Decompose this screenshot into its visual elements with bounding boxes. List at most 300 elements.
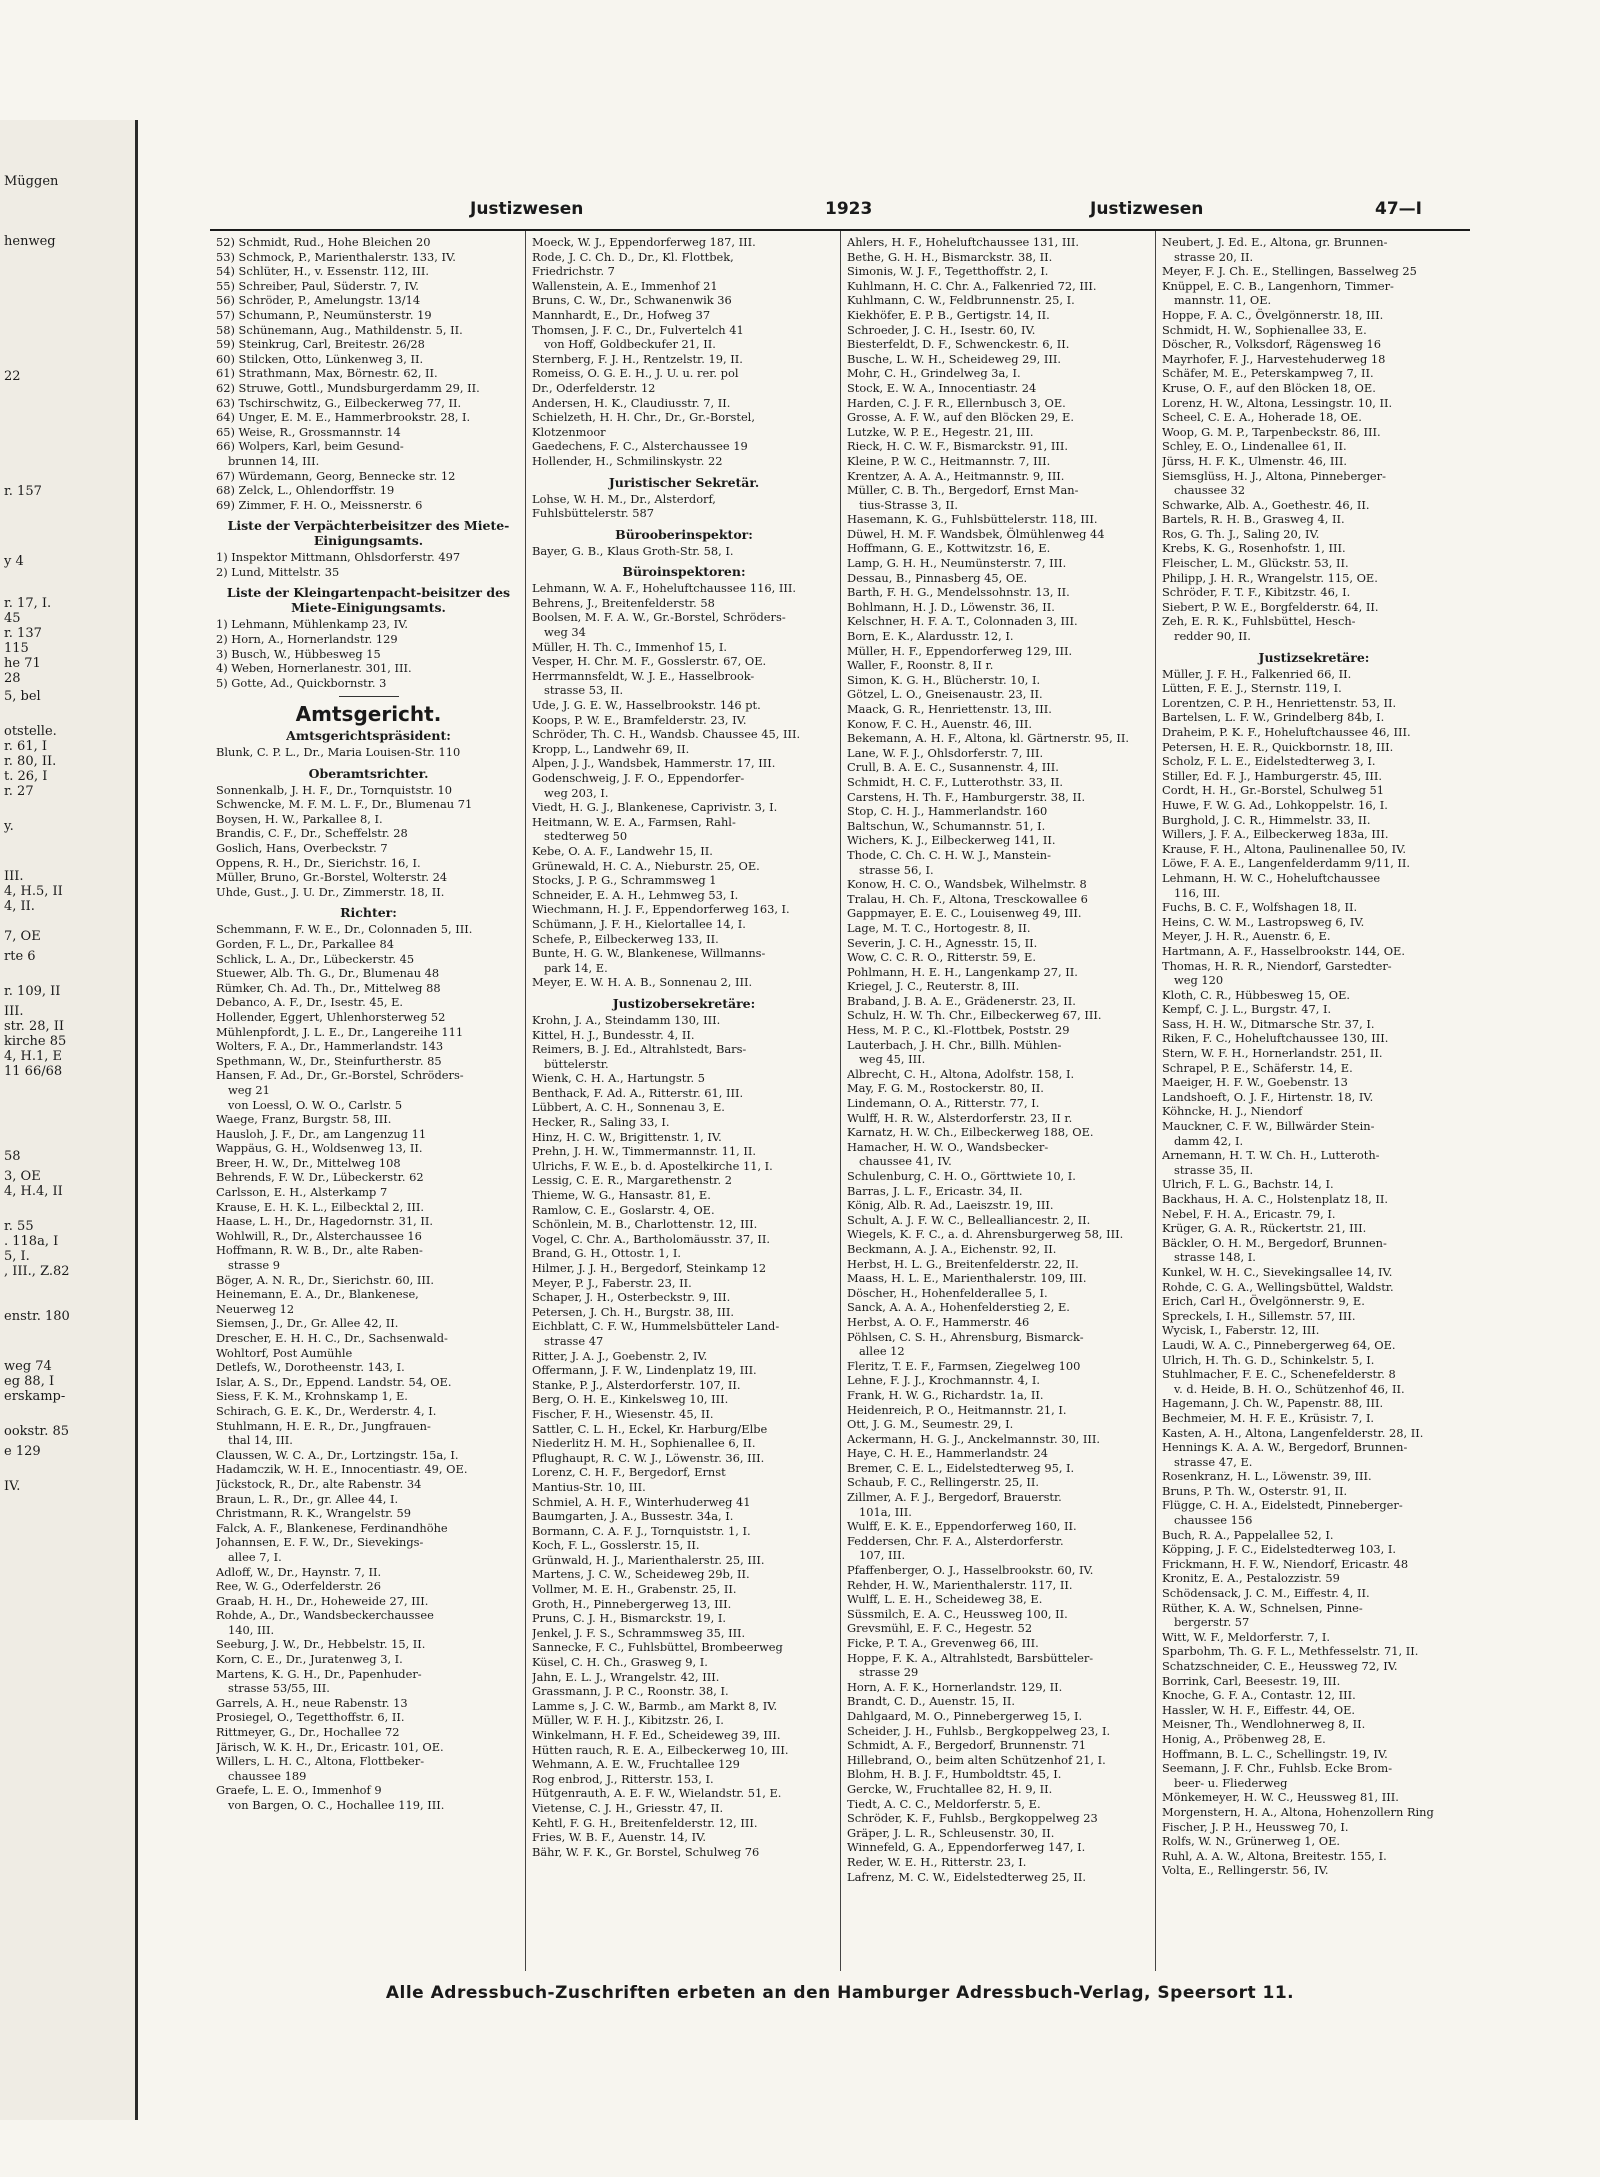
directory-entry: Arnemann, H. T. W. Ch. H., Lutteroth- bbox=[1162, 1148, 1380, 1163]
directory-entry: Schielzeth, H. H. Chr., Dr., Gr.-Borstel, bbox=[532, 410, 755, 425]
directory-entry: Goslich, Hans, Overbeckstr. 7 bbox=[216, 841, 388, 855]
margin-fragment: r. 157 bbox=[4, 484, 42, 499]
directory-entry: Knüppel, E. C. B., Langenhorn, Timmer- bbox=[1162, 278, 1394, 293]
directory-entry: 1) Lehmann, Mühlenkamp 23, IV. bbox=[216, 617, 409, 632]
directory-entry: Zeh, E. R. K., Fuhlsbüttel, Hesch- bbox=[1162, 614, 1356, 629]
directory-entry: Hoffmann, B. L. C., Schellingstr. 19, IV. bbox=[1162, 1746, 1388, 1761]
margin-fragment: r. 27 bbox=[4, 784, 34, 799]
directory-entry: Dr., Oderfelderstr. 12 bbox=[532, 380, 656, 395]
directory-entry: strasse 29 bbox=[859, 1665, 919, 1680]
directory-entry: Mauckner, C. F. W., Billwärder Stein- bbox=[1162, 1119, 1375, 1134]
directory-entry: Reimers, B. J. Ed., Altrahlstedt, Bars- bbox=[532, 1042, 747, 1057]
directory-entry: Baumgarten, J. A., Bussestr. 34a, I. bbox=[532, 1509, 734, 1524]
directory-entry: Hoppe, F. K. A., Altrahlstedt, Barsbütteler- bbox=[847, 1650, 1094, 1665]
directory-entry: Christmann, R. K., Wrangelstr. 59 bbox=[216, 1506, 412, 1521]
directory-entry: Blohm, H. B. J. F., Humboldtstr. 45, I. bbox=[847, 1767, 1062, 1782]
directory-entry: Ulrichs, F. W. E., b. d. Apostelkirche 11, I. bbox=[532, 1158, 773, 1173]
directory-entry: 63) Tschirschwitz, G., Eilbeckerweg 77, II. bbox=[216, 395, 462, 410]
directory-entry: Niederlitz H. M. H., Sophienallee 6, II. bbox=[532, 1436, 756, 1451]
directory-entry: Viedt, H. G. J., Blankenese, Caprivistr. 3, I. bbox=[532, 800, 778, 815]
directory-entry: Mönkemeyer, H. W. C., Heussweg 81, III. bbox=[1162, 1790, 1399, 1805]
directory-entry: Vesper, H. Chr. M. F., Gosslerstr. 67, OE. bbox=[532, 654, 767, 669]
directory-entry: Braband, J. B. A. E., Grädenerstr. 23, II. bbox=[847, 993, 1076, 1008]
directory-entry: Godenschweig, J. F. O., Eppendorfer- bbox=[532, 771, 745, 785]
directory-entry: Neuerweg 12 bbox=[216, 1301, 295, 1316]
margin-fragment: 3, OE bbox=[4, 1169, 41, 1184]
directory-entry: Simonis, W. J. F., Tegetthoffstr. 2, I. bbox=[847, 264, 1049, 279]
directory-entry: stedterweg 50 bbox=[544, 829, 628, 844]
directory-entry: v. d. Heide, B. H. O., Schützenhof 46, II. bbox=[1174, 1381, 1405, 1396]
directory-entry: Müller, W. F. H. J., Kibitzstr. 26, I. bbox=[532, 1713, 724, 1728]
directory-entry: Bekemann, A. H. F., Altona, kl. Gärtnerstr. 95, II. bbox=[847, 731, 1129, 746]
directory-entry: Sparbohm, Th. G. F. L., Methfesselstr. 71, II. bbox=[1162, 1644, 1419, 1659]
directory-entry: Bechmeier, M. H. F. E., Krüsistr. 7, I. bbox=[1162, 1410, 1375, 1425]
directory-entry: 64) Unger, E. M. E., Hammerbrookstr. 28, I. bbox=[216, 410, 471, 425]
directory-entry: 59) Steinkrug, Carl, Breitestr. 26/28 bbox=[216, 337, 425, 352]
directory-entry: Kropp, L., Landwehr 69, II. bbox=[532, 741, 690, 756]
directory-entry: Carlsson, E. H., Alsterkamp 7 bbox=[216, 1185, 388, 1200]
directory-entry: Rehder, H. W., Marienthalerstr. 117, II. bbox=[847, 1577, 1073, 1592]
directory-entry: Lehne, F. J. J., Krochmannstr. 4, I. bbox=[847, 1373, 1041, 1388]
directory-entry: Grosse, A. F. W., auf den Blöcken 29, E. bbox=[847, 410, 1074, 425]
margin-fragment: IV. bbox=[4, 1479, 21, 1494]
margin-fragment: ookstr. 85 bbox=[4, 1424, 70, 1439]
directory-entry: Stiller, Ed. F. J., Hamburgerstr. 45, III. bbox=[1162, 768, 1383, 783]
directory-entry: Flügge, C. H. A., Eidelstedt, Pinneberger- bbox=[1162, 1498, 1403, 1513]
directory-entry: Jürss, H. F. K., Ulmenstr. 46, III. bbox=[1162, 453, 1348, 468]
directory-entry: Brandis, C. F., Dr., Scheffelstr. 28 bbox=[216, 826, 408, 841]
section-title: Liste der Verpächterbeisitzer des Miete-Einigungsamts. bbox=[227, 518, 510, 549]
margin-fragment: 5, I. bbox=[4, 1249, 30, 1264]
directory-entry: Gorden, F. L., Dr., Parkallee 84 bbox=[216, 936, 394, 951]
directory-entry: Heins, C. W. M., Lastropsweg 6, IV. bbox=[1162, 914, 1365, 929]
directory-entry: Koch, F. L., Gosslerstr. 15, II. bbox=[532, 1538, 700, 1553]
directory-entry: Vogel, C. Chr. A., Bartholomäusstr. 37, II. bbox=[532, 1231, 770, 1246]
footer-note: Alle Adressbuch-Zuschriften erbeten an den Hamburger Adressbuch-Verlag, Speersort 11. bbox=[385, 1983, 1295, 2003]
directory-entry: Lessig, C. E. R., Margarethenstr. 2 bbox=[532, 1173, 732, 1188]
directory-entry: Ott, J. G. M., Seumestr. 29, I. bbox=[847, 1417, 1014, 1432]
directory-entry: strasse 20, II. bbox=[1174, 249, 1254, 264]
directory-entry: Ficke, P. T. A., Grevenweg 66, III. bbox=[847, 1636, 1039, 1650]
directory-entry: Lorenz, H. W., Altona, Lessingstr. 10, II. bbox=[1162, 395, 1393, 410]
directory-entry: Nebel, F. H. A., Ericastr. 79, I. bbox=[1162, 1206, 1336, 1221]
directory-entry: Bayer, G. B., Klaus Groth-Str. 58, I. bbox=[532, 543, 734, 558]
directory-entry: Oppens, R. H., Dr., Sierichstr. 16, I. bbox=[216, 855, 421, 870]
directory-entry: Haase, L. H., Dr., Hagedornstr. 31, II. bbox=[216, 1214, 434, 1229]
directory-entry: 52) Schmidt, Rud., Hohe Bleichen 20 bbox=[216, 235, 431, 249]
margin-fragment: t. 26, I bbox=[4, 769, 48, 784]
directory-entry: Johannsen, E. F. W., Dr., Sievekings- bbox=[216, 1535, 424, 1550]
directory-entry: Krause, E. H. K. L., Eilbecktal 2, III. bbox=[216, 1199, 424, 1214]
directory-entry: Simon, K. G. H., Blücherstr. 10, I. bbox=[847, 672, 1041, 687]
directory-entry: Pohlmann, H. E. H., Langenkamp 27, II. bbox=[847, 964, 1078, 979]
directory-entry: Wohlwill, R., Dr., Alsterchaussee 16 bbox=[216, 1228, 422, 1243]
directory-entry: Kasten, A. H., Altona, Langenfelderstr. 28, II. bbox=[1162, 1425, 1424, 1440]
directory-entry: Scheel, C. E. A., Hoherade 18, OE. bbox=[1162, 410, 1362, 425]
directory-entry: 107, III. bbox=[859, 1548, 906, 1563]
directory-entry: Brand, G. H., Ottostr. 1, I. bbox=[532, 1246, 682, 1261]
directory-entry: Pfaffenberger, O. J., Hasselbrookstr. 60, IV. bbox=[847, 1563, 1094, 1578]
directory-entry: allee 12 bbox=[859, 1344, 905, 1359]
directory-entry: Schönlein, M. B., Charlottenstr. 12, III. bbox=[532, 1217, 758, 1232]
directory-entry: Wulff, E. K. E., Eppendorferweg 160, II. bbox=[847, 1519, 1077, 1534]
directory-entry: Krebs, K. G., Rosenhofstr. 1, III. bbox=[1162, 541, 1346, 556]
directory-entry: Huwe, F. W. G. Ad., Lohkoppelstr. 16, I. bbox=[1162, 797, 1388, 812]
directory-entry: Jahn, E. L. J., Wrangelstr. 42, III. bbox=[532, 1669, 720, 1684]
directory-entry: Knoche, G. F. A., Contastr. 12, III. bbox=[1162, 1688, 1356, 1703]
directory-entry: Biesterfeldt, D. F., Schwenckestr. 6, II. bbox=[847, 337, 1070, 352]
section-title: Juristischer Sekretär. bbox=[608, 474, 760, 490]
margin-fragment: 5, bel bbox=[4, 689, 41, 704]
margin-fragment: eg 88, I bbox=[4, 1374, 55, 1389]
directory-entry: Backhaus, H. A. C., Holstenplatz 18, II. bbox=[1162, 1192, 1389, 1206]
margin-fragment: he 71 bbox=[4, 656, 41, 671]
directory-entry: Petersen, J. Ch. H., Burgstr. 38, III. bbox=[532, 1304, 734, 1319]
directory-entry: Born, E. K., Alardusstr. 12, I. bbox=[847, 629, 1014, 644]
directory-entry: weg 34 bbox=[544, 625, 586, 640]
directory-entry: Neubert, J. Ed. E., Altona, gr. Brunnen- bbox=[1162, 235, 1388, 249]
directory-entry: Bremer, C. E. L., Eidelstedterweg 95, I. bbox=[847, 1460, 1075, 1475]
directory-entry: Prosiegel, O., Tegetthoffstr. 6, II. bbox=[216, 1710, 405, 1725]
directory-entry: Müller, H. Th. C., Immenhof 15, I. bbox=[532, 639, 728, 654]
directory-entry: Bähr, W. F. K., Gr. Borstel, Schulweg 76 bbox=[532, 1844, 760, 1859]
directory-entry: Martens, K. G. H., Dr., Papenhuder- bbox=[216, 1666, 422, 1681]
directory-entry: Schirach, G. E. K., Dr., Werderstr. 4, I. bbox=[216, 1403, 437, 1418]
directory-entry: 3) Busch, W., Hübbesweg 15 bbox=[216, 646, 381, 661]
directory-entry: allee 7, I. bbox=[228, 1549, 282, 1564]
directory-entry: damm 42, I. bbox=[1174, 1133, 1244, 1148]
section-title: Amtsgerichtspräsident: bbox=[286, 728, 451, 744]
directory-entry: Ude, J. G. E. W., Hasselbrookstr. 146 pt. bbox=[532, 698, 761, 713]
directory-entry: Schatzschneider, C. E., Heussweg 72, IV. bbox=[1162, 1659, 1398, 1673]
directory-entry: Thomsen, J. F. C., Dr., Fulvertelch 41 bbox=[532, 322, 744, 337]
directory-entry: Harden, C. J. F. R., Ellernbusch 3, OE. bbox=[847, 395, 1066, 410]
directory-entry: Hansen, F. Ad., Dr., Gr.-Borstel, Schröders- bbox=[216, 1068, 464, 1083]
directory-entry: Busche, L. W. H., Scheideweg 29, III. bbox=[847, 351, 1062, 366]
directory-entry: Schulenburg, C. H. O., Görttwiete 10, I. bbox=[847, 1169, 1076, 1183]
directory-entry: König, Alb. R. Ad., Laeiszstr. 19, III. bbox=[847, 1198, 1054, 1213]
directory-entry: Rohde, A., Dr., Wandsbeckerchaussee bbox=[216, 1608, 434, 1623]
directory-entry: Detlefs, W., Dorotheenstr. 143, I. bbox=[216, 1360, 405, 1375]
directory-entry: Seemann, J. F. Chr., Fuhlsb. Ecke Brom- bbox=[1162, 1761, 1393, 1776]
directory-entry: Konow, H. C. O., Wandsbek, Wilhelmstr. 8 bbox=[847, 877, 1087, 892]
directory-entry: Riken, F. C., Hoheluftchaussee 130, III. bbox=[1162, 1031, 1389, 1046]
margin-fragment: erskamp- bbox=[4, 1389, 66, 1404]
directory-entry: Hütgenrauth, A. E. F. W., Wielandstr. 51, E. bbox=[532, 1786, 782, 1801]
directory-entry: Schmidt, H. C. F., Lutterothstr. 33, II. bbox=[847, 774, 1064, 789]
directory-entry: Kiekhöfer, E. P. B., Gertigstr. 14, II. bbox=[847, 307, 1050, 322]
margin-fragment: 4, II. bbox=[4, 899, 35, 914]
margin-fragment: e 129 bbox=[4, 1444, 41, 1459]
directory-entry: Süssmilch, E. A. C., Heussweg 100, II. bbox=[847, 1606, 1068, 1621]
directory-entry: Kempf, C. J. L., Burgstr. 47, I. bbox=[1162, 1002, 1332, 1017]
margin-fragment: 4, H.5, II bbox=[4, 884, 63, 899]
directory-entry: Frank, H. W. G., Richardstr. 1a, II. bbox=[847, 1387, 1044, 1402]
directory-entry: Wichers, K. J., Eilbeckerweg 141, II. bbox=[847, 833, 1056, 848]
directory-entry: Bohlmann, H. J. D., Löwenstr. 36, II. bbox=[847, 599, 1055, 614]
directory-entry: Drescher, E. H. H. C., Dr., Sachsenwald- bbox=[216, 1331, 448, 1345]
directory-entry: Gappmayer, E. E. C., Louisenweg 49, III. bbox=[847, 906, 1082, 921]
directory-entry: Offermann, J. F. W., Lindenplatz 19, III. bbox=[532, 1363, 757, 1378]
page-number: 47—I bbox=[1375, 199, 1422, 219]
directory-entry: Rieck, H. C. W. F., Bismarckstr. 91, III. bbox=[847, 439, 1069, 454]
directory-entry: Hütten rauch, R. E. A., Eilbeckerweg 10, III. bbox=[532, 1742, 789, 1757]
directory-entry: Hennings K. A. A. W., Bergedorf, Brunnen- bbox=[1162, 1440, 1408, 1455]
directory-entry: Claussen, W. C. A., Dr., Lortzingstr. 15a, I. bbox=[216, 1447, 459, 1462]
directory-entry: Friedrichstr. 7 bbox=[532, 264, 615, 279]
directory-entry: 101a, III. bbox=[859, 1504, 912, 1519]
directory-entry: Stern, W. F. H., Hornerlandstr. 251, II. bbox=[1162, 1046, 1383, 1061]
directory-entry: Breer, H. W., Dr., Mittelweg 108 bbox=[216, 1155, 401, 1170]
directory-entry: Krentzer, A. A. A., Heitmannstr. 9, III. bbox=[847, 468, 1065, 483]
directory-entry: 66) Wolpers, Karl, beim Gesund- bbox=[216, 439, 404, 454]
directory-entry: Hamacher, H. W. O., Wandsbecker- bbox=[847, 1139, 1049, 1154]
court-title: Amtsgericht. bbox=[295, 702, 442, 727]
directory-entry: Hillebrand, O., beim alten Schützenhof 21, I. bbox=[847, 1752, 1106, 1767]
directory-entry: Kuhlmann, H. C. Chr. A., Falkenried 72, III. bbox=[847, 278, 1097, 293]
directory-entry: Lamme s, J. C. W., Barmb., am Markt 8, IV. bbox=[532, 1698, 778, 1713]
directory-entry: Lamp, G. H. H., Neumünsterstr. 7, III. bbox=[847, 556, 1067, 571]
directory-entry: Garrels, A. H., neue Rabenstr. 13 bbox=[216, 1695, 408, 1710]
directory-entry: 65) Weise, R., Grossmannstr. 14 bbox=[216, 424, 401, 439]
directory-entry: Döscher, R., Volksdorf, Rägensweg 16 bbox=[1162, 337, 1381, 352]
directory-entry: Maack, G. R., Henriettenstr. 13, III. bbox=[847, 702, 1052, 716]
directory-entry: Andersen, H. K., Claudiusstr. 7, II. bbox=[532, 395, 731, 410]
directory-entry: 116, III. bbox=[1174, 885, 1221, 900]
directory-entry: Hassler, W. H. F., Eiffestr. 44, OE. bbox=[1162, 1702, 1356, 1717]
directory-entry: Vollmer, M. E. H., Grabenstr. 25, II. bbox=[532, 1582, 737, 1597]
section-title: Bürooberinspektor: bbox=[615, 526, 753, 542]
directory-entry: Schefe, P., Eilbeckerweg 133, II. bbox=[532, 931, 719, 946]
directory-entry: Scheider, J. H., Fuhlsb., Bergkoppelweg 23, I. bbox=[847, 1723, 1111, 1738]
directory-entry: Hollender, H., Schmilinskystr. 22 bbox=[532, 453, 723, 468]
directory-entry: 69) Zimmer, F. H. O., Meissnerstr. 6 bbox=[216, 497, 423, 512]
margin-fragment: r. 17, I. bbox=[4, 596, 52, 611]
directory-entry: Sass, H. H. W., Ditmarsche Str. 37, I. bbox=[1162, 1016, 1375, 1031]
directory-entry: Schaub, F. C., Rellingerstr. 25, II. bbox=[847, 1475, 1039, 1490]
directory-entry: Wappäus, G. H., Woldsenweg 13, II. bbox=[216, 1141, 423, 1156]
directory-entry: Stanke, P. J., Alsterdorferstr. 107, II. bbox=[532, 1377, 741, 1392]
directory-entry: Sannecke, F. C., Fuhlsbüttel, Brombeerweg bbox=[532, 1640, 783, 1655]
directory-entry: Schmidt, H. W., Sophienallee 33, E. bbox=[1162, 322, 1367, 337]
directory-entry: Rosenkranz, H. L., Löwenstr. 39, III. bbox=[1162, 1469, 1372, 1484]
directory-entry: Siemsen, J., Dr., Gr. Allee 42, II. bbox=[216, 1316, 399, 1331]
directory-entry: Bäckler, O. H. M., Bergedorf, Brunnen- bbox=[1162, 1235, 1387, 1250]
section-title: Liste der Kleingartenpacht-beisitzer des Miete-Einigungsamts. bbox=[226, 585, 511, 616]
divider bbox=[339, 696, 399, 697]
directory-entry: Maeiger, H. F. W., Goebenstr. 13 bbox=[1162, 1075, 1348, 1090]
directory-entry: strasse 47, E. bbox=[1174, 1454, 1253, 1469]
directory-entry: Schulz, H. W. Th. Chr., Eilbeckerweg 67, III. bbox=[847, 1008, 1102, 1023]
directory-entry: Kleine, P. W. C., Heitmannstr. 7, III. bbox=[847, 453, 1051, 468]
directory-entry: tius-Strasse 3, II. bbox=[859, 497, 959, 512]
directory-entry: 140, III. bbox=[228, 1622, 275, 1637]
directory-entry: Bethe, G. H. H., Bismarckstr. 38, II. bbox=[847, 249, 1053, 264]
directory-entry: Eichblatt, C. F. W., Hummelsbütteler Land- bbox=[532, 1319, 780, 1334]
directory-entry: 68) Zelck, L., Ohlendorffstr. 19 bbox=[216, 483, 395, 498]
directory-entry: Hess, M. P. C., Kl.-Flottbek, Poststr. 29 bbox=[847, 1023, 1070, 1038]
header-right: Justizwesen bbox=[1090, 199, 1204, 219]
directory-entry: Bruns, C. W., Dr., Schwanenwik 36 bbox=[532, 293, 732, 308]
margin-fragment: kirche 85 bbox=[4, 1034, 67, 1049]
directory-entry: Stop, C. H. J., Hammerlandstr. 160 bbox=[847, 804, 1048, 819]
directory-entry: Stock, E. W. A., Innocentiastr. 24 bbox=[847, 380, 1037, 395]
margin-fragment: 58 bbox=[4, 1149, 21, 1164]
directory-entry: Lane, W. F. J., Ohlsdorferstr. 7, III. bbox=[847, 745, 1044, 760]
directory-entry: Bunte, H. G. W., Blankenese, Willmanns- bbox=[532, 946, 766, 961]
directory-entry: 53) Schmock, P., Marienthalerstr. 133, IV. bbox=[216, 249, 456, 264]
directory-entry: strasse 53, II. bbox=[544, 683, 624, 698]
directory-entry: Löwe, F. A. E., Langenfelderdamm 9/11, II. bbox=[1162, 856, 1411, 871]
directory-entry: Spethmann, W., Dr., Steinfurtherstr. 85 bbox=[216, 1053, 442, 1068]
directory-entry: Hoffmann, R. W. B., Dr., alte Raben- bbox=[216, 1243, 423, 1258]
directory-entry: Herbst, H. L. G., Breitenfelderstr. 22, II. bbox=[847, 1256, 1079, 1271]
margin-fragment: III. bbox=[4, 869, 24, 884]
directory-entry: Schäfer, M. E., Peterskampweg 7, II. bbox=[1162, 366, 1374, 381]
margin-fragment: weg 74 bbox=[4, 1359, 52, 1374]
directory-entry: Schödensack, J. C. M., Eiffestr. 4, II. bbox=[1162, 1586, 1370, 1601]
directory-entry: Heidenreich, P. O., Heitmannstr. 21, I. bbox=[847, 1402, 1067, 1417]
directory-entry: Wiegels, K. F. C., a. d. Ahrensburgerweg 58, III. bbox=[847, 1227, 1124, 1242]
directory-entry: Sonnenkalb, J. H. F., Dr., Tornquiststr. 10 bbox=[216, 782, 452, 797]
directory-entry: Köpping, J. F. C., Eidelstedterweg 103, I. bbox=[1162, 1542, 1396, 1557]
margin-fragment: 22 bbox=[4, 369, 21, 384]
directory-entry: Boysen, H. W., Parkallee 8, I. bbox=[216, 811, 383, 826]
directory-entry: Düwel, H. M. F. Wandsbek, Ölmühlenweg 44 bbox=[847, 526, 1105, 541]
margin-fragment: y 4 bbox=[4, 554, 24, 569]
directory-entry: Lindemann, O. A., Ritterstr. 77, I. bbox=[847, 1096, 1040, 1111]
directory-entry: Honig, A., Pröbenweg 28, E. bbox=[1162, 1731, 1326, 1746]
directory-entry: Groth, H., Pinnebergerweg 13, III. bbox=[532, 1596, 732, 1611]
directory-entry: Jückstock, R., Dr., alte Rabenstr. 34 bbox=[216, 1476, 422, 1491]
directory-entry: Grevsmühl, E. F. C., Hegestr. 52 bbox=[847, 1621, 1033, 1636]
directory-entry: Barth, F. H. G., Mendelssohnstr. 13, II. bbox=[847, 585, 1070, 600]
directory-entry: Kuhlmann, C. W., Feldbrunnenstr. 25, I. bbox=[847, 293, 1075, 308]
directory-entry: Ritter, J. A. J., Goebenstr. 2, IV. bbox=[532, 1348, 708, 1363]
directory-entry: Maass, H. L. E., Marienthalerstr. 109, III. bbox=[847, 1271, 1087, 1286]
directory-entry: Schröder, Th. C. H., Wandsb. Chaussee 45, III. bbox=[532, 727, 801, 742]
directory-entry: strasse 53/55, III. bbox=[228, 1681, 330, 1696]
directory-entry: Grünewald, H. C. A., Nieburstr. 25, OE. bbox=[532, 858, 760, 873]
directory-entry: Koops, P. W. E., Bramfelderstr. 23, IV. bbox=[532, 712, 747, 727]
directory-entry: Rüther, K. A. W., Schnelsen, Pinne- bbox=[1162, 1600, 1363, 1615]
directory-entry: Fischer, F. H., Wiesenstr. 45, II. bbox=[532, 1406, 714, 1421]
margin-fragment: r. 61, I bbox=[4, 739, 47, 754]
directory-entry: May, F. G. M., Rostockerstr. 80, II. bbox=[847, 1081, 1044, 1096]
directory-entry: Stuhlmann, H. E. R., Dr., Jungfrauen- bbox=[216, 1418, 431, 1433]
directory-entry: Wolters, F. A., Dr., Hammerlandstr. 143 bbox=[216, 1039, 444, 1054]
margin-fragment: 11 66/68 bbox=[4, 1064, 63, 1079]
directory-entry: von Hoff, Goldbeckufer 21, II. bbox=[544, 337, 716, 352]
directory-entry: Bruns, P. Th. W., Osterstr. 91, II. bbox=[1162, 1483, 1348, 1498]
margin-fragment: rte 6 bbox=[4, 949, 36, 964]
margin-fragment: enstr. 180 bbox=[4, 1309, 70, 1324]
directory-entry: Schmidt, A. F., Bergedorf, Brunnenstr. 71 bbox=[847, 1738, 1087, 1753]
directory-entry: Bartelsen, L. F. W., Grindelberg 84b, I. bbox=[1162, 710, 1385, 725]
directory-entry: Grünwald, H. J., Marienthalerstr. 25, III. bbox=[532, 1552, 765, 1567]
directory-entry: von Loessl, O. W. O., Carlstr. 5 bbox=[228, 1097, 403, 1112]
directory-entry: Krause, F. H., Altona, Paulinenallee 50, IV. bbox=[1162, 841, 1406, 856]
directory-entry: chaussee 156 bbox=[1174, 1513, 1253, 1528]
directory-entry: Konow, F. C. H., Auenstr. 46, III. bbox=[847, 716, 1032, 731]
directory-entry: Reder, W. E. H., Ritterstr. 23, I. bbox=[847, 1854, 1027, 1869]
directory-entry: Döscher, H., Hohenfelderallee 5, I. bbox=[847, 1285, 1048, 1300]
directory-entry: strasse 9 bbox=[228, 1258, 280, 1273]
margin-fragment: r. 55 bbox=[4, 1219, 34, 1234]
directory-entry: Wohltorf, Post Aumühle bbox=[216, 1345, 353, 1360]
column-3 bbox=[840, 231, 1155, 1971]
directory-entry: weg 203, I. bbox=[544, 785, 609, 800]
directory-entry: Mayrhofer, F. J., Harvestehuderweg 18 bbox=[1162, 351, 1386, 366]
margin-fragment: r. 80, II. bbox=[4, 754, 57, 769]
directory-entry: Kunkel, W. H. C., Sievekingsallee 14, IV. bbox=[1162, 1264, 1393, 1279]
directory-entry: Hartmann, A. F., Hasselbrookstr. 144, OE. bbox=[1162, 943, 1405, 958]
directory-entry: Siemsglüss, H. J., Altona, Pinneberger- bbox=[1162, 468, 1386, 483]
directory-entry: chaussee 41, IV. bbox=[859, 1154, 952, 1169]
directory-entry: 67) Würdemann, Georg, Bennecke str. 12 bbox=[216, 468, 456, 483]
directory-entry: Müller, H. F., Eppendorferweg 129, III. bbox=[847, 643, 1073, 658]
directory-entry: Woop, G. M. P., Tarpenbeckstr. 86, III. bbox=[1162, 424, 1381, 439]
directory-entry: Rittmeyer, G., Dr., Hochallee 72 bbox=[216, 1725, 400, 1740]
directory-entry: Heinemann, E. A., Dr., Blankenese, bbox=[216, 1287, 419, 1302]
directory-entry: Sanck, A. A. A., Hohenfelderstieg 2, E. bbox=[847, 1300, 1070, 1315]
directory-entry: Thomas, H. R. R., Niendorf, Garstedter- bbox=[1162, 958, 1392, 973]
directory-entry: Tiedt, A. C. C., Meldorferstr. 5, E. bbox=[847, 1796, 1041, 1811]
directory-entry: Behrends, F. W. Dr., Lübeckerstr. 62 bbox=[216, 1170, 424, 1185]
directory-entry: Stocks, J. P. G., Schrammsweg 1 bbox=[532, 873, 717, 888]
directory-entry: Meyer, E. W. H. A. B., Sonnenau 2, III. bbox=[532, 975, 753, 990]
directory-entry: Ree, W. G., Oderfelderstr. 26 bbox=[216, 1579, 382, 1594]
directory-entry: Schröder, K. F., Fuhlsb., Bergkoppelweg 23 bbox=[847, 1811, 1098, 1826]
directory-entry: Graefe, L. E. O., Immenhof 9 bbox=[216, 1783, 382, 1798]
margin-fragment: y. bbox=[4, 819, 14, 834]
directory-entry: Ruhl, A. A. W., Altona, Breitestr. 155, I. bbox=[1162, 1848, 1387, 1863]
directory-entry: Barras, J. L. F., Ericastr. 34, II. bbox=[847, 1183, 1023, 1198]
directory-entry: 60) Stilcken, Otto, Lünkenweg 3, II. bbox=[216, 351, 424, 366]
directory-entry: Tralau, H. Ch. F., Altona, Tresckowallee 6 bbox=[847, 891, 1088, 906]
directory-entry: Wehmann, A. E. W., Fruchtallee 129 bbox=[532, 1757, 740, 1772]
directory-entry: Haye, C. H. E., Hammerlandstr. 24 bbox=[847, 1446, 1048, 1461]
directory-entry: Krohn, J. A., Steindamm 130, III. bbox=[532, 1012, 721, 1027]
columns bbox=[210, 229, 1470, 1971]
directory-entry: strasse 35, II. bbox=[1174, 1162, 1254, 1177]
header-left: Justizwesen bbox=[470, 199, 584, 219]
directory-entry: Hadamczik, W. H. E., Innocentiastr. 49, OE. bbox=[216, 1462, 468, 1477]
directory-entry: Gräper, J. L. R., Schleusenstr. 30, II. bbox=[847, 1825, 1055, 1840]
directory-entry: Lohse, W. H. M., Dr., Alsterdorf, bbox=[532, 491, 716, 506]
directory-entry: Ros, G. Th. J., Saling 20, IV. bbox=[1162, 526, 1320, 541]
directory-entry: Debanco, A. F., Dr., Isestr. 45, E. bbox=[216, 995, 404, 1010]
directory-entry: Fries, W. B. F., Auenstr. 14, IV. bbox=[532, 1830, 706, 1845]
directory-entry: Klotzenmoor bbox=[532, 424, 606, 439]
directory-entry: Stuhlmacher, F. E. C., Schenefelderstr. 8 bbox=[1162, 1367, 1396, 1382]
directory-entry: Winnefeld, G. A., Eppendorferweg 147, I. bbox=[847, 1840, 1086, 1855]
section-title: Justizsekretäre: bbox=[1258, 649, 1370, 665]
directory-entry: Romeiss, O. G. E. H., J. U. u. rer. pol bbox=[532, 366, 739, 381]
directory-entry: Alpen, J. J., Wandsbek, Hammerstr. 17, III. bbox=[532, 756, 776, 771]
directory-entry: Kriegel, J. C., Reuterstr. 8, III. bbox=[847, 979, 1020, 994]
directory-entry: Lutzke, W. P. E., Hegestr. 21, III. bbox=[847, 424, 1034, 439]
directory-entry: Draheim, P. K. F., Hoheluftchaussee 46, III. bbox=[1162, 725, 1411, 739]
directory-entry: Wienk, C. H. A., Hartungstr. 5 bbox=[532, 1071, 705, 1086]
directory-entry: Graab, H. H., Dr., Hoheweide 27, III. bbox=[216, 1593, 429, 1608]
directory-entry: Borrink, Carl, Beesestr. 19, III. bbox=[1162, 1673, 1341, 1688]
margin-fragment: , III., Z.82 bbox=[4, 1264, 70, 1279]
directory-entry: bergerstr. 57 bbox=[1174, 1615, 1250, 1630]
directory-entry: redder 90, II. bbox=[1174, 629, 1251, 644]
directory-entry: strasse 47 bbox=[544, 1333, 604, 1348]
section-title: Oberamtsrichter. bbox=[308, 765, 429, 781]
